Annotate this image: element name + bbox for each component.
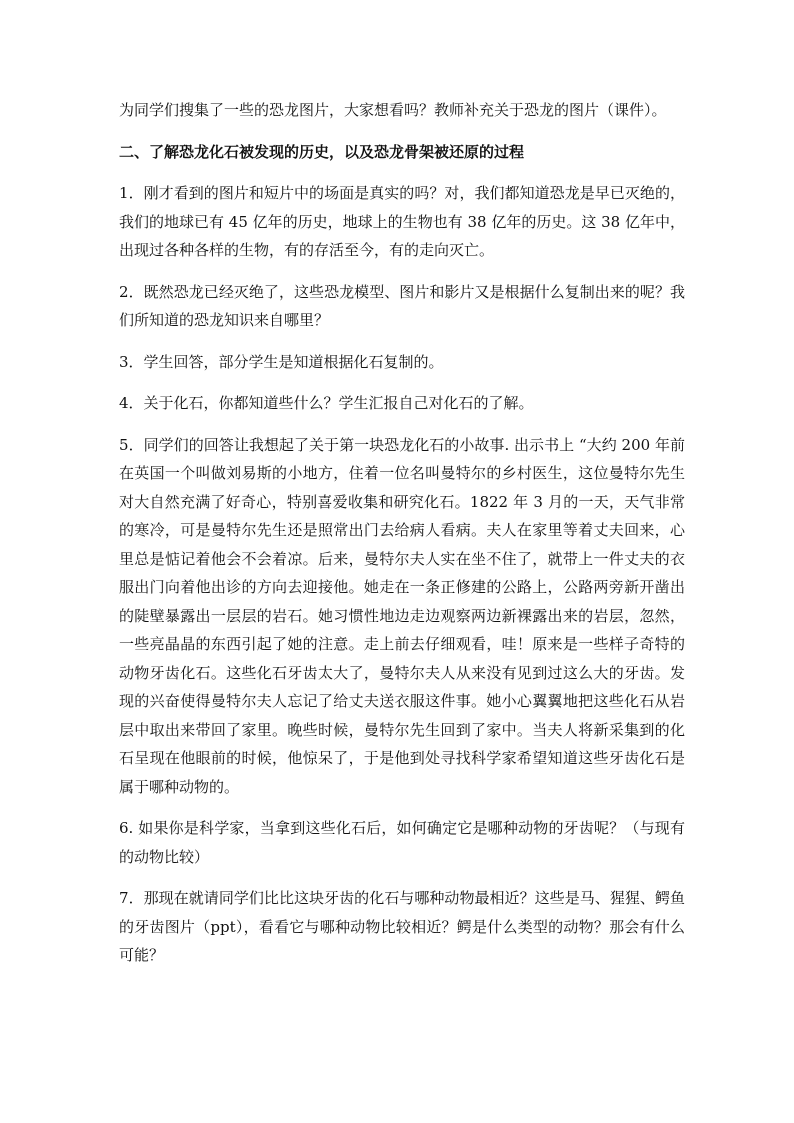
paragraph-item-7: 7．那现在就请同学们比比这块牙齿的化石与哪种动物最相近？这些是马、猩猩、鳄鱼的牙齿图片（ppt），看看它与哪种动物比较相近？鳄是什么类型的动物？那会有什么可能？ — [119, 889, 685, 964]
paragraph-item-3: 3．学生回答，部分学生是知道根据化石复制的。 — [119, 352, 444, 371]
paragraph-item-4: 4．关于化石，你都知道些什么？学生汇报自己对化石的了解。 — [119, 394, 534, 412]
paragraph-item-2: 2．既然恐龙已经灭绝了，这些恐龙模型、图片和影片又是根据什么复制出来的呢？我们所知道的恐龙知识来自哪里？ — [119, 282, 685, 329]
section-heading: 二、了解恐龙化石被发现的历史，以及恐龙骨架被还原的过程 — [119, 142, 525, 161]
paragraph-item-6: 6. 如果你是科学家，当拿到这些化石后，如何确定它是哪种动物的牙齿呢？（与现有的动物比较） — [119, 819, 685, 866]
paragraph-intro: 为同学们搜集了一些的恐龙图片，大家想看吗？教师补充关于恐龙的图片（课件）。 — [119, 101, 667, 119]
paragraph-item-1: 1．刚才看到的图片和短片中的场面是真实的吗？对，我们都知道恐龙是早已灭绝的，我们的地球已有 45 亿年的历史，地球上的生物也有 38 亿年的历史。这 38 亿年中，出现过各种各样的生物，有的存活至今，有的走向灭亡。 — [119, 184, 685, 259]
paragraph-item-5: 5．同学们的回答让我想起了关于第一块恐龙化石的小故事. 出示书上 “大约 200 年前在英国一个叫做刘易斯的小地方，住着一位名叫曼特尔的乡村医生，这位曼特尔先生对大自然充满了好奇心，特别喜爱收集和研究化石。1822 年 3 月的一天，天气非常的寒冷，可是曼特尔先生还是照常出门去给病人看病。夫人在家里等着丈夫回来，心里总是惦记着他会不会着凉。后来，曼特尔夫人实在坐不住了，就带上一件丈夫的衣服出门向着他出诊的方向去迎接他。她走在一条正修建的公路上，公路两旁新开凿出的陡壁暴露出一层层的岩石。她习惯性地边走边观察两边新裸露出来的岩层，忽然，一些亮晶晶的东西引起了她的注意。走上前去仔细观看，哇！原来是一些样子奇特的动物牙齿化石。这些化石牙齿太大了，曼特尔夫人从来没有见到过这么大的牙齿。发现的兴奋使得曼特尔夫人忘记了给丈夫送衣服这件事。她小心翼翼地把这些化石从岩层中取出来带回了家里。晚些时候，曼特尔先生回到了家中。当夫人将新采集到的化石呈现在他眼前的时候，他惊呆了，于是他到处寻找科学家希望知道这些牙齿化石是属于哪种动物的。 — [119, 435, 685, 796]
document-page — [119, 96, 685, 983]
